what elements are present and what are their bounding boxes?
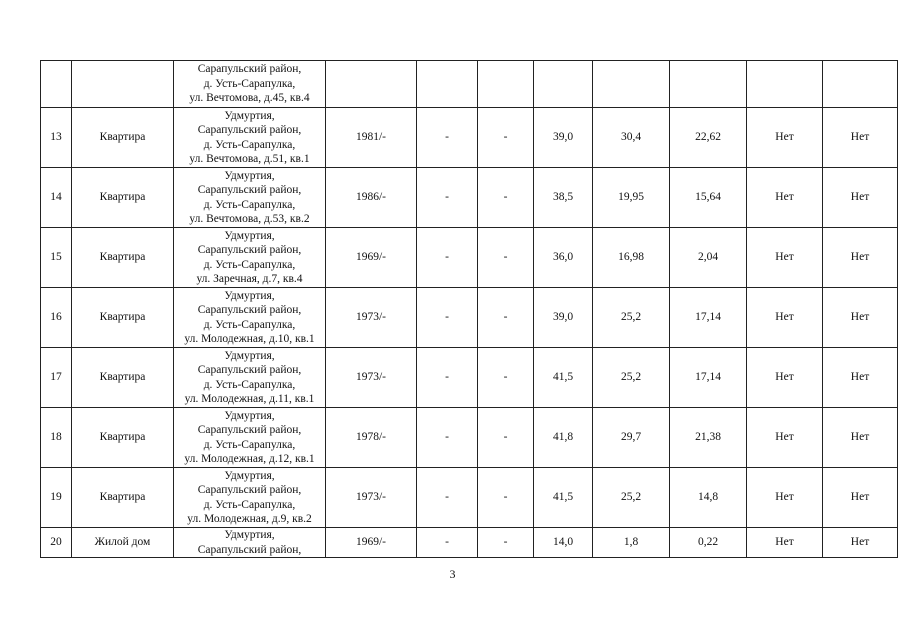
property-type-cell: Квартира <box>72 468 174 528</box>
address-line: ул. Молодежная, д.10, кв.1 <box>184 333 315 345</box>
table-row <box>41 528 898 558</box>
property-type-cell: Квартира <box>72 168 174 228</box>
address-line: д. Усть-Сарапулка, <box>203 77 296 90</box>
table-row <box>41 348 898 408</box>
total-area-cell: 41,5 <box>534 468 593 528</box>
address-cell <box>174 348 326 408</box>
address-cell <box>174 61 326 108</box>
column-4-cell: - <box>417 348 478 408</box>
address-line: Сарапульский район, <box>197 304 302 316</box>
address-line: ул. Молодежная, д.12, кв.1 <box>184 453 315 465</box>
column-4-cell: - <box>417 408 478 468</box>
column-4-cell: - <box>417 168 478 228</box>
property-type-cell <box>72 61 174 108</box>
column-4-cell: - <box>417 468 478 528</box>
total-area-cell: 14,0 <box>534 528 593 558</box>
column-7-cell: 25,2 <box>593 348 670 408</box>
address-line: Сарапульский район, <box>197 424 302 436</box>
column-10-cell: Нет <box>823 468 898 528</box>
address-line: Удмуртия, <box>224 409 275 422</box>
address-line: Удмуртия, <box>224 109 275 122</box>
column-10-cell: Нет <box>823 288 898 348</box>
address-cell <box>174 288 326 348</box>
total-area-cell: 39,0 <box>534 108 593 168</box>
address-line: Сарапульский район, <box>197 484 302 496</box>
address-line: Сарапульский район, <box>197 543 302 556</box>
column-9-cell: Нет <box>747 168 823 228</box>
total-area-cell <box>534 61 593 108</box>
address-line: ул. Молодежная, д.11, кв.1 <box>184 393 315 405</box>
column-9-cell: Нет <box>747 408 823 468</box>
column-4-cell: - <box>417 108 478 168</box>
table-row <box>41 468 898 528</box>
address-cell <box>174 108 326 168</box>
row-number-cell: 14 <box>41 168 72 228</box>
page-number: 3 <box>449 567 456 581</box>
column-5-cell: - <box>478 108 534 168</box>
column-4-cell: - <box>417 528 478 558</box>
column-5-cell: - <box>478 288 534 348</box>
address-line: Сарапульский район, <box>197 63 302 76</box>
address-line: ул. Вечтомова, д.45, кв.4 <box>189 92 310 105</box>
address-line: Удмуртия, <box>224 469 275 482</box>
column-10-cell: Нет <box>823 108 898 168</box>
column-8-cell <box>670 61 747 108</box>
column-5-cell: - <box>478 528 534 558</box>
column-8-cell: 2,04 <box>670 228 747 288</box>
column-7-cell <box>593 61 670 108</box>
column-9-cell: Нет <box>747 348 823 408</box>
column-9-cell: Нет <box>747 288 823 348</box>
address-cell <box>174 228 326 288</box>
property-type-cell: Жилой дом <box>72 528 174 558</box>
column-7-cell: 25,2 <box>593 468 670 528</box>
table-row <box>41 228 898 288</box>
table-row <box>41 288 898 348</box>
address-cell <box>174 168 326 228</box>
column-7-cell: 1,8 <box>593 528 670 558</box>
year-cell: 1969/- <box>326 528 417 558</box>
row-number-cell: 16 <box>41 288 72 348</box>
row-number-cell: 15 <box>41 228 72 288</box>
column-10-cell: Нет <box>823 168 898 228</box>
column-5-cell: - <box>478 468 534 528</box>
column-9-cell: Нет <box>747 468 823 528</box>
column-8-cell: 17,14 <box>670 348 747 408</box>
address-line: Удмуртия, <box>224 169 275 182</box>
column-5-cell <box>478 61 534 108</box>
column-5-cell: - <box>478 408 534 468</box>
address-line: Удмуртия, <box>224 529 275 541</box>
column-9-cell: Нет <box>747 228 823 288</box>
total-area-cell: 41,8 <box>534 408 593 468</box>
column-10-cell <box>823 61 898 108</box>
property-registry-table <box>40 60 898 558</box>
column-7-cell: 29,7 <box>593 408 670 468</box>
column-8-cell: 0,22 <box>670 528 747 558</box>
year-cell: 1969/- <box>326 228 417 288</box>
table-row <box>41 61 898 108</box>
address-line: д. Усть-Сарапулка, <box>203 378 296 391</box>
total-area-cell: 36,0 <box>534 228 593 288</box>
column-8-cell: 14,8 <box>670 468 747 528</box>
total-area-cell: 41,5 <box>534 348 593 408</box>
column-8-cell: 15,64 <box>670 168 747 228</box>
address-line: д. Усть-Сарапулка, <box>203 318 296 331</box>
column-4-cell: - <box>417 288 478 348</box>
address-cell <box>174 528 326 558</box>
row-number-cell: 18 <box>41 408 72 468</box>
table-body <box>41 61 898 558</box>
column-8-cell: 21,38 <box>670 408 747 468</box>
row-number-cell: 19 <box>41 468 72 528</box>
property-type-cell: Квартира <box>72 228 174 288</box>
address-cell <box>174 468 326 528</box>
address-line: ул. Вечтомова, д.53, кв.2 <box>189 213 310 225</box>
column-10-cell: Нет <box>823 228 898 288</box>
address-line: д. Усть-Сарапулка, <box>203 498 296 511</box>
property-type-cell: Квартира <box>72 408 174 468</box>
table-row <box>41 168 898 228</box>
column-8-cell: 22,62 <box>670 108 747 168</box>
address-cell <box>174 408 326 468</box>
row-number-cell: 20 <box>41 528 72 558</box>
column-7-cell: 30,4 <box>593 108 670 168</box>
year-cell: 1986/- <box>326 168 417 228</box>
column-5-cell: - <box>478 228 534 288</box>
column-9-cell: Нет <box>747 528 823 558</box>
row-number-cell: 13 <box>41 108 72 168</box>
table-row <box>41 408 898 468</box>
total-area-cell: 39,0 <box>534 288 593 348</box>
column-10-cell: Нет <box>823 408 898 468</box>
year-cell: 1978/- <box>326 408 417 468</box>
column-9-cell: Нет <box>747 108 823 168</box>
year-cell: 1981/- <box>326 108 417 168</box>
row-number-cell <box>41 61 72 108</box>
column-5-cell: - <box>478 168 534 228</box>
column-7-cell: 25,2 <box>593 288 670 348</box>
address-line: д. Усть-Сарапулка, <box>203 438 296 451</box>
column-10-cell: Нет <box>823 348 898 408</box>
address-line: д. Усть-Сарапулка, <box>203 198 296 211</box>
column-5-cell: - <box>478 348 534 408</box>
property-type-cell: Квартира <box>72 288 174 348</box>
column-10-cell: Нет <box>823 528 898 558</box>
address-line: ул. Заречная, д.7, кв.4 <box>196 273 303 285</box>
address-line: д. Усть-Сарапулка, <box>203 138 296 151</box>
address-line: Сарапульский район, <box>197 364 302 376</box>
address-line: ул. Вечтомова, д.51, кв.1 <box>189 153 310 165</box>
property-type-cell: Квартира <box>72 348 174 408</box>
column-4-cell <box>417 61 478 108</box>
table-row <box>41 108 898 168</box>
column-7-cell: 19,95 <box>593 168 670 228</box>
address-line: Удмуртия, <box>224 229 275 242</box>
year-cell: 1973/- <box>326 288 417 348</box>
address-line: ул. Молодежная, д.9, кв.2 <box>187 513 312 525</box>
address-line: Удмуртия, <box>224 289 275 302</box>
column-4-cell: - <box>417 228 478 288</box>
column-7-cell: 16,98 <box>593 228 670 288</box>
address-line: Сарапульский район, <box>197 244 302 256</box>
address-line: Сарапульский район, <box>197 124 302 136</box>
total-area-cell: 38,5 <box>534 168 593 228</box>
address-line: Удмуртия, <box>224 349 275 362</box>
address-line: Сарапульский район, <box>197 184 302 196</box>
year-cell: 1973/- <box>326 348 417 408</box>
row-number-cell: 17 <box>41 348 72 408</box>
column-9-cell <box>747 61 823 108</box>
address-line: д. Усть-Сарапулка, <box>203 258 296 271</box>
property-type-cell: Квартира <box>72 108 174 168</box>
year-cell: 1973/- <box>326 468 417 528</box>
year-cell <box>326 61 417 108</box>
column-8-cell: 17,14 <box>670 288 747 348</box>
